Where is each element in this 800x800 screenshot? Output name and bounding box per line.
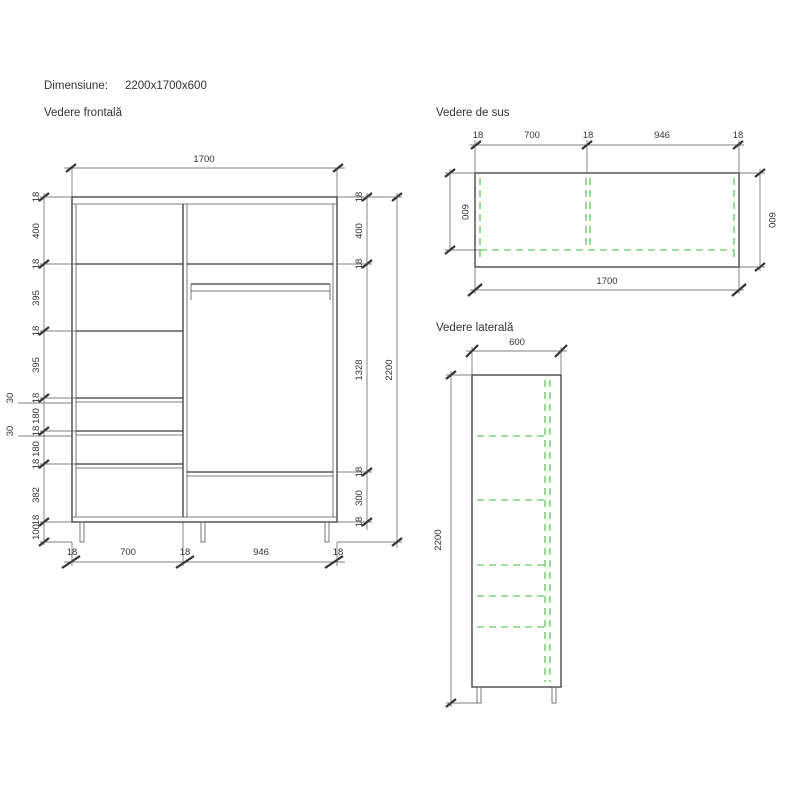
front-left-dim-label: 382 — [31, 487, 42, 503]
front-right-dim-label: 400 — [354, 223, 365, 239]
front-bottom-label: 18 — [66, 547, 78, 558]
front-right-dim-label: 18 — [354, 191, 365, 203]
leg — [201, 522, 205, 542]
front-width-label: 1700 — [193, 154, 215, 165]
leg — [552, 687, 556, 703]
front-left-dim-label: 395 — [31, 357, 42, 373]
front-bottom-dimension — [62, 522, 345, 568]
side-view — [433, 337, 567, 707]
front-left-dim-label: 18 — [31, 514, 42, 526]
front-view-title: Vedere frontală — [44, 107, 123, 119]
top-width-label: 1700 — [596, 276, 618, 287]
front-left-dimension — [18, 193, 76, 546]
front-right-dim-label: 300 — [354, 490, 365, 506]
front-left-dim-label: 100 — [31, 524, 42, 540]
leg — [80, 522, 84, 542]
front-bottom-label: 18 — [332, 547, 344, 558]
top-view-title: Vedere de sus — [436, 107, 510, 119]
top-view-label: 18 — [582, 130, 594, 141]
top-view — [445, 130, 777, 296]
dimensions-label: Dimensiune: — [44, 80, 108, 92]
front-carcass — [72, 197, 337, 522]
top-view-label: 946 — [654, 130, 670, 141]
front-bottom-label: 700 — [120, 547, 136, 558]
front-bottom-label: 946 — [253, 547, 269, 558]
side-view-title: Vedere laterală — [436, 322, 514, 334]
front-left-dim-label: 18 — [31, 458, 42, 470]
front-left-dim-label: 400 — [31, 223, 42, 239]
top-view-label: 700 — [524, 130, 540, 141]
front-right-dim-label: 18 — [354, 258, 365, 270]
top-depth-right-label: 600 — [766, 212, 777, 228]
front-view — [72, 197, 337, 542]
front-left-dim-label: 180 — [31, 441, 42, 457]
top-carcass — [475, 173, 739, 267]
top-view-label: 18 — [732, 130, 744, 141]
front-left-outer-label: 30 — [5, 392, 16, 404]
front-left-dim-label: 395 — [31, 290, 42, 306]
front-right-dim-label: 18 — [354, 466, 365, 478]
front-left-dim-label: 180 — [31, 408, 42, 424]
front-left-dim-label: 18 — [31, 191, 42, 203]
front-left-outer-label: 30 — [5, 425, 16, 437]
front-height-label: 2200 — [384, 359, 395, 381]
top-depth-left-label: 600 — [459, 204, 470, 220]
front-left-dim-label: 18 — [31, 325, 42, 337]
front-top-dimension — [64, 154, 345, 197]
front-left-dim-label: 18 — [31, 392, 42, 404]
front-left-dim-label: 18 — [31, 258, 42, 270]
side-depth-label: 600 — [509, 337, 525, 348]
leg — [325, 522, 329, 542]
front-right-dim-label: 18 — [354, 516, 365, 528]
front-left-dim-label: 18 — [31, 425, 42, 437]
front-right-dim-label: 1328 — [354, 359, 365, 381]
leg — [477, 687, 481, 703]
front-bottom-label: 18 — [179, 547, 191, 558]
side-height-label: 2200 — [433, 529, 444, 551]
side-carcass — [472, 375, 561, 687]
top-view-label: 18 — [472, 130, 484, 141]
dimensions-value: 2200x1700x600 — [125, 80, 207, 92]
